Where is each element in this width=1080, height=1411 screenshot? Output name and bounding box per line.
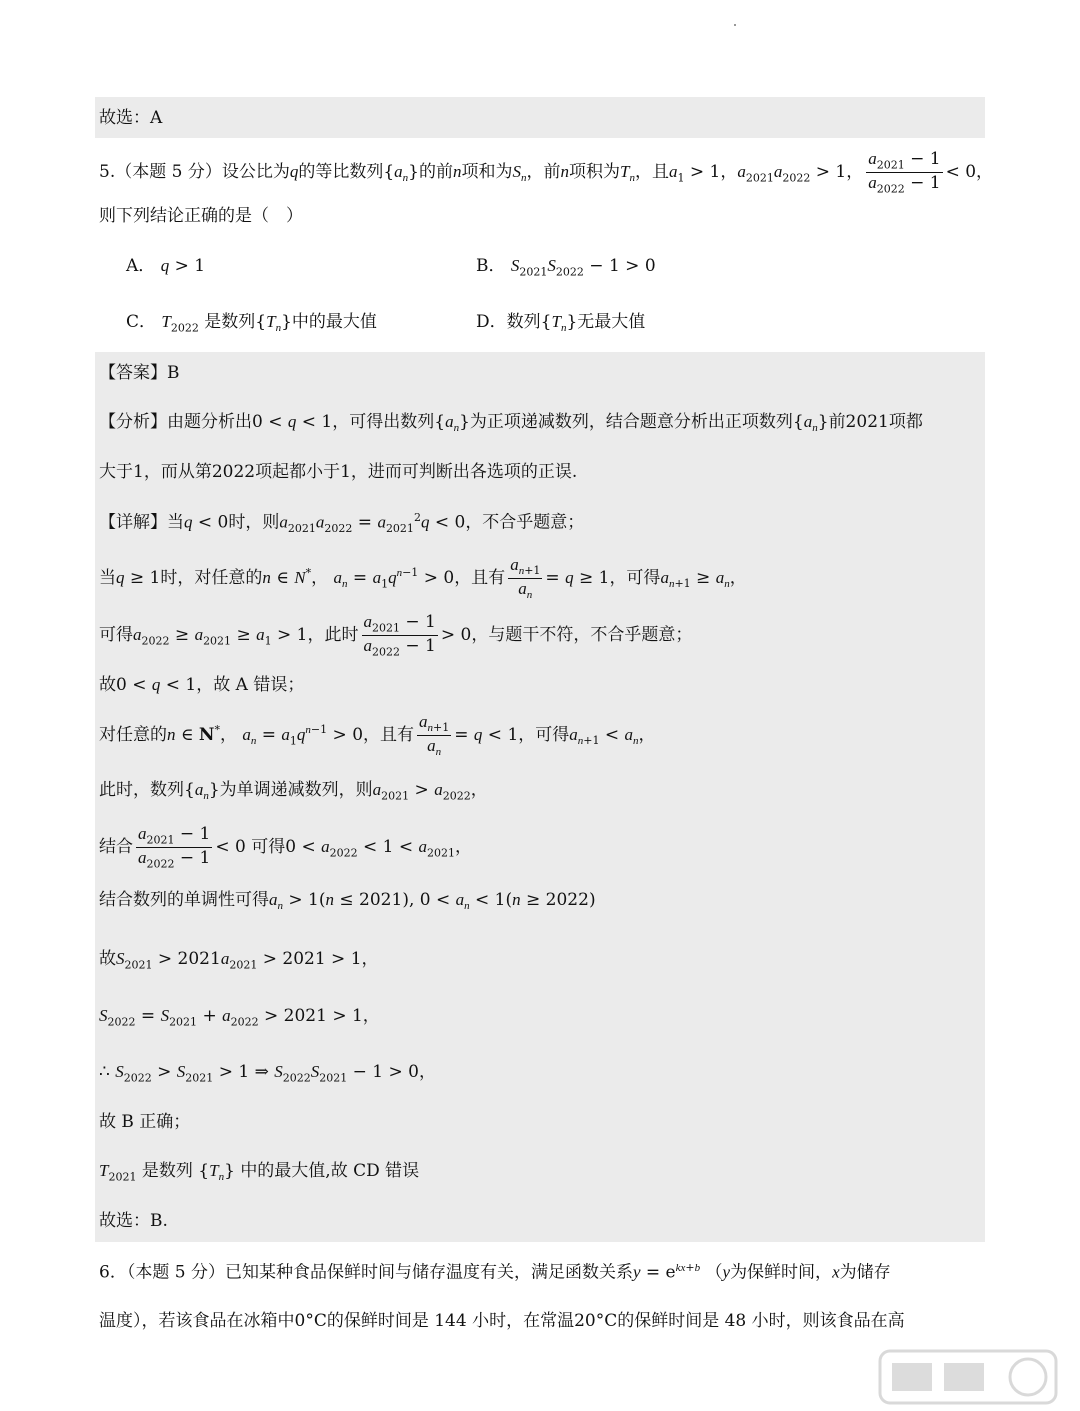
detail-line-5: 对任意的n ∈ N*， $a_n = a_1q^{n-1} > 0$，且有 $\frac{a_{n+1}}{a_n}$ = q < 1，可得$a_{n+1} < a_n$，: [99, 712, 656, 759]
fraction: $\frac{a_{2021} - 1}{a_{2022} - 1}$: [138, 824, 211, 871]
fraction: $\frac{a_{2021} - 1}{a_{2022} - 1}$: [363, 612, 436, 659]
question-5-stem: 5.（本题 5 分）设公比为q的等比数列$\{a_n\}$的前n项和为$S_n$，前n项积为$T_n$，且$a_1 > 1$，$a_{2021}a_{2022} > 1$， $\frac{a_{2021} - 1}{a_{2022} - 1}$ < 0，: [99, 149, 994, 196]
fraction: $\frac{a_{n+1}}{a_n}$: [419, 712, 450, 759]
analysis-line-1: 【分析】由题分析出0 < q < 1，可得出数列$\{a_n\}$为正项递减数列，结合题意分析出正项数列$\{a_n\}$前2021项都: [99, 412, 923, 435]
option-b: B． $S_{2021}S_{2022} - 1 > 0$: [476, 256, 656, 279]
question-6-line-1: 6．（本题 5 分）已知某种食品保鲜时间与储存温度有关，满足函数关系$y = e^{kx+b}$ （y为保鲜时间，x为储存: [99, 1261, 891, 1283]
line-select-a: 故选：A: [99, 108, 163, 128]
answer-line: 【答案】B: [99, 363, 180, 383]
detail-line-2: 当q ≥ 1时，对任意的n ∈ N*， $a_n = a_1q^{n-1} > 0$，且有 $\frac{a_{n+1}}{a_n}$ = q ≥ 1，可得$a_{n+1} \ge a_n$，: [99, 555, 747, 602]
fraction: $\frac{a_{n+1}}{a_n}$: [510, 555, 541, 602]
detail-line-12: 故 B 正确；: [99, 1112, 191, 1132]
watermark-logo: [878, 1347, 1058, 1407]
detail-line-11: ∴ $S_{2022} > S_{2021} > 1$ ⇒ $S_{2022}S_{2021} - 1 > 0$，: [99, 1062, 436, 1085]
detail-line-7: 结合 $\frac{a_{2021} - 1}{a_{2022} - 1}$ < 0 可得$0 < a_{2022} < 1 < a_{2021}$，: [99, 824, 473, 871]
speck-dot: [734, 24, 736, 26]
detail-line-8: 结合数列的单调性可得$a_n > 1(n \le 2021)$, $0 < a_n < 1(n \ge 2022)$: [99, 890, 596, 913]
option-a: A． q > 1: [126, 256, 206, 276]
detail-line-4: 故0 < q < 1，故 A 错误；: [99, 675, 305, 695]
analysis-line-2: 大于1，而从第2022项起都小于1，进而可判断出各选项的正误.: [99, 462, 578, 482]
detail-line-6: 此时，数列$\{a_n\}$为单调递减数列，则$a_{2021} > a_{2022}$，: [99, 780, 488, 803]
detail-line-9: 故$S_{2021} > 2021a_{2021} > 2021 > 1$，: [99, 949, 379, 972]
answer-shade-top: [95, 97, 985, 138]
question-5-prompt: 则下列结论正确的是（ ）: [99, 206, 303, 226]
option-d: D．数列$\{T_n\}$无最大值: [476, 312, 646, 335]
detail-line-13: $T_{2021}$ 是数列 $\{T_n\}$ 中的最大值,故 CD 错误: [99, 1161, 420, 1184]
detail-line-14: 故选：B.: [99, 1211, 168, 1231]
detail-line-10: $S_{2022} = S_{2021} + a_{2022} > 2021 > 1$，: [99, 1006, 380, 1029]
option-c: C． $T_{2022}$ 是数列$\{T_n\}$中的最大值: [126, 312, 377, 335]
detail-line-3: 可得$a_{2022} \ge a_{2021} \ge a_1 > 1$，此时 $\frac{a_{2021} - 1}{a_{2022} - 1}$ > 0，与题干不符，不合乎题意；: [99, 612, 693, 659]
fraction: $\frac{a_{2021} - 1}{a_{2022} - 1}$: [868, 149, 941, 196]
detail-line-1: 【详解】当q < 0时，则$a_{2021}a_{2022} = a_{2021}^2q < 0$，不合乎题意；: [99, 511, 585, 536]
question-6-line-2: 温度），若该食品在冰箱中0°C的保鲜时间是 144 小时，在常温20°C的保鲜时间是 48 小时，则该食品在高: [99, 1311, 905, 1331]
